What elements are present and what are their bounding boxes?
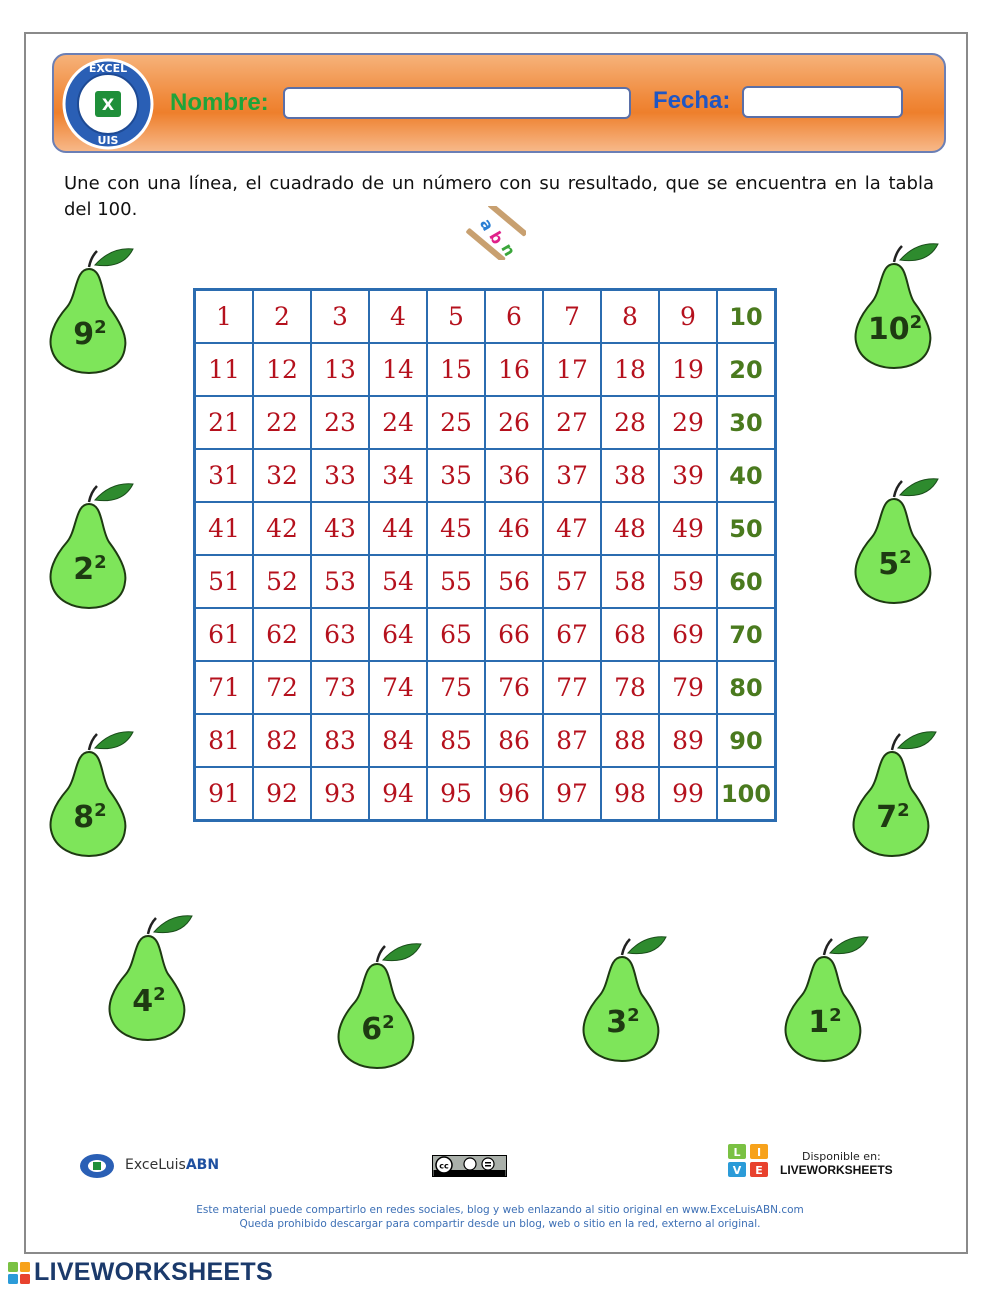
table-cell[interactable]: 99: [659, 767, 717, 821]
pear-base: 8: [73, 800, 95, 835]
table-cell[interactable]: 80: [717, 661, 776, 714]
table-cell[interactable]: 63: [311, 608, 369, 661]
table-cell[interactable]: 4: [369, 290, 427, 344]
table-cell[interactable]: 89: [659, 714, 717, 767]
footer-brand-prefix: ExceLuis: [125, 1157, 186, 1173]
table-cell[interactable]: 77: [543, 661, 601, 714]
table-cell[interactable]: 59: [659, 555, 717, 608]
pear-base: 5: [878, 547, 900, 582]
pear-base: 2: [73, 552, 95, 587]
table-cell[interactable]: 27: [543, 396, 601, 449]
notice-line-1: Este material puede compartirlo en redes sociales, blog y web enlazando al sitio original en www.ExceLuisABN.com: [196, 1204, 804, 1216]
table-cell[interactable]: 31: [195, 449, 254, 502]
table-cell[interactable]: 62: [253, 608, 311, 661]
pear-icon: [850, 475, 940, 605]
table-cell[interactable]: 23: [311, 396, 369, 449]
pear-icon: [780, 933, 870, 1063]
table-cell[interactable]: 76: [485, 661, 543, 714]
table-cell[interactable]: 37: [543, 449, 601, 502]
table-cell[interactable]: 21: [195, 396, 254, 449]
table-cell[interactable]: 44: [369, 502, 427, 555]
pear-card[interactable]: [104, 912, 194, 1042]
table-cell[interactable]: 81: [195, 714, 254, 767]
pear-icon: [104, 912, 194, 1042]
svg-text:cc: cc: [439, 1161, 449, 1171]
table-cell[interactable]: 10: [717, 290, 776, 344]
table-cell[interactable]: 67: [543, 608, 601, 661]
table-row: [195, 449, 776, 502]
pear-base: 10: [867, 312, 910, 347]
table-cell[interactable]: 97: [543, 767, 601, 821]
table-cell[interactable]: 57: [543, 555, 601, 608]
table-cell[interactable]: 98: [601, 767, 659, 821]
table-cell[interactable]: 41: [195, 502, 254, 555]
abn-logo-icon: [466, 206, 526, 260]
pear-exponent: 2: [829, 1005, 842, 1026]
pear-label: [850, 312, 940, 347]
table-cell[interactable]: 47: [543, 502, 601, 555]
pear-card[interactable]: [850, 475, 940, 605]
table-cell[interactable]: 8: [601, 290, 659, 344]
pear-card[interactable]: [578, 933, 668, 1063]
table-cell[interactable]: 50: [717, 502, 776, 555]
liveworksheets-small-logo-icon: [727, 1143, 771, 1179]
table-cell[interactable]: 93: [311, 767, 369, 821]
pear-icon: [45, 480, 135, 610]
pear-label: [45, 317, 135, 352]
table-cell[interactable]: 7: [543, 290, 601, 344]
instruction-text: Une con una línea, el cuadrado de un número con su resultado, que se encuentra en la tabla del 100.: [64, 173, 934, 220]
pear-card[interactable]: [780, 933, 870, 1063]
pear-label: [780, 1005, 870, 1040]
pear-base: 9: [73, 317, 95, 352]
pear-label: [45, 552, 135, 587]
table-cell[interactable]: 78: [601, 661, 659, 714]
table-cell[interactable]: 56: [485, 555, 543, 608]
table-cell[interactable]: 19: [659, 343, 717, 396]
pear-card[interactable]: [45, 245, 135, 375]
table-cell[interactable]: 69: [659, 608, 717, 661]
table-cell[interactable]: 90: [717, 714, 776, 767]
table-cell[interactable]: 24: [369, 396, 427, 449]
table-cell[interactable]: 84: [369, 714, 427, 767]
table-cell[interactable]: 11: [195, 343, 254, 396]
svg-text:L: L: [733, 1146, 741, 1159]
table-cell[interactable]: 74: [369, 661, 427, 714]
table-cell[interactable]: 64: [369, 608, 427, 661]
table-cell[interactable]: 6: [485, 290, 543, 344]
table-cell[interactable]: 45: [427, 502, 485, 555]
table-cell[interactable]: 58: [601, 555, 659, 608]
table-row: [195, 767, 776, 821]
table-cell[interactable]: 79: [659, 661, 717, 714]
creative-commons-badge-icon: [432, 1155, 507, 1177]
table-cell[interactable]: 66: [485, 608, 543, 661]
table-cell[interactable]: 26: [485, 396, 543, 449]
table-cell[interactable]: 25: [427, 396, 485, 449]
footer-brand-suffix: ABN: [185, 1157, 220, 1173]
table-cell[interactable]: 9: [659, 290, 717, 344]
table-cell[interactable]: 70: [717, 608, 776, 661]
table-cell[interactable]: 72: [253, 661, 311, 714]
footer-brand: [125, 1157, 219, 1173]
pear-label: [578, 1005, 668, 1040]
pear-base: 1: [808, 1005, 830, 1040]
table-cell[interactable]: 14: [369, 343, 427, 396]
pear-exponent: 2: [94, 552, 107, 573]
pear-label: [848, 800, 938, 835]
pear-base: 7: [876, 800, 898, 835]
table-cell[interactable]: 83: [311, 714, 369, 767]
svg-text:X: X: [101, 95, 115, 114]
svg-text:EXCEL: EXCEL: [88, 62, 128, 75]
table-cell[interactable]: 3: [311, 290, 369, 344]
pear-card[interactable]: [848, 728, 938, 858]
table-cell[interactable]: 33: [311, 449, 369, 502]
pear-exponent: 2: [897, 800, 910, 821]
table-cell[interactable]: 15: [427, 343, 485, 396]
table-cell[interactable]: 12: [253, 343, 311, 396]
table-cell[interactable]: 40: [717, 449, 776, 502]
copyright-notice: [100, 1203, 900, 1231]
pear-card[interactable]: [333, 940, 423, 1070]
pear-icon: [45, 728, 135, 858]
notice-line-2: Queda prohibido descargar para compartir desde un blog, web o sitio en la red, externo al original.: [239, 1218, 761, 1230]
table-cell[interactable]: 28: [601, 396, 659, 449]
table-row: [195, 502, 776, 555]
pear-exponent: 2: [909, 312, 923, 333]
table-cell[interactable]: 38: [601, 449, 659, 502]
liveworksheets-bottom-icon: [8, 1262, 30, 1284]
table-cell[interactable]: 51: [195, 555, 254, 608]
table-cell[interactable]: 85: [427, 714, 485, 767]
svg-text:UIS: UIS: [97, 134, 119, 147]
table-cell[interactable]: 96: [485, 767, 543, 821]
table-row: [195, 290, 776, 344]
table-row: [195, 714, 776, 767]
table-cell[interactable]: 35: [427, 449, 485, 502]
available-label: Disponible en:: [802, 1150, 881, 1163]
table-cell[interactable]: 22: [253, 396, 311, 449]
table-cell[interactable]: 13: [311, 343, 369, 396]
table-row: [195, 396, 776, 449]
table-cell[interactable]: 32: [253, 449, 311, 502]
table-cell[interactable]: 39: [659, 449, 717, 502]
pear-exponent: 2: [627, 1005, 640, 1026]
table-cell[interactable]: 73: [311, 661, 369, 714]
svg-text:a: a: [476, 215, 498, 235]
pear-exponent: 2: [94, 317, 107, 338]
table-cell[interactable]: 1: [195, 290, 254, 344]
pear-icon: [848, 728, 938, 858]
table-row: [195, 661, 776, 714]
table-cell[interactable]: 18: [601, 343, 659, 396]
pear-icon: [45, 245, 135, 375]
table-cell[interactable]: 36: [485, 449, 543, 502]
fecha-label: Fecha:: [653, 87, 731, 114]
table-cell[interactable]: 20: [717, 343, 776, 396]
table-cell[interactable]: 53: [311, 555, 369, 608]
table-cell[interactable]: 17: [543, 343, 601, 396]
svg-text:E: E: [755, 1164, 763, 1177]
svg-text:V: V: [732, 1164, 742, 1177]
table-cell[interactable]: 55: [427, 555, 485, 608]
table-row: [195, 343, 776, 396]
pear-base: 4: [132, 984, 154, 1019]
svg-text:I: I: [756, 1146, 762, 1159]
svg-text:b: b: [485, 228, 508, 248]
table-cell[interactable]: 86: [485, 714, 543, 767]
table-cell[interactable]: 54: [369, 555, 427, 608]
pear-exponent: 2: [153, 984, 166, 1005]
pear-icon: [850, 240, 940, 370]
table-cell[interactable]: 61: [195, 608, 254, 661]
pear-icon: [333, 940, 423, 1070]
table-cell[interactable]: 16: [485, 343, 543, 396]
table-cell[interactable]: 88: [601, 714, 659, 767]
table-cell[interactable]: 75: [427, 661, 485, 714]
fecha-input[interactable]: [742, 86, 903, 118]
table-cell[interactable]: 60: [717, 555, 776, 608]
table-cell[interactable]: 30: [717, 396, 776, 449]
pear-label: [45, 800, 135, 835]
table-cell[interactable]: 94: [369, 767, 427, 821]
pear-card[interactable]: [45, 480, 135, 610]
liveworksheets-text: LIVEWORKSHEETS: [780, 1163, 893, 1177]
table-cell[interactable]: 48: [601, 502, 659, 555]
nombre-label: Nombre:: [170, 89, 269, 116]
table-cell[interactable]: 34: [369, 449, 427, 502]
table-cell[interactable]: 87: [543, 714, 601, 767]
table-cell[interactable]: 92: [253, 767, 311, 821]
table-cell[interactable]: 95: [427, 767, 485, 821]
pear-label: [104, 984, 194, 1019]
pear-base: 6: [361, 1012, 383, 1047]
pear-exponent: 2: [94, 800, 107, 821]
table-cell[interactable]: 5: [427, 290, 485, 344]
liveworksheets-bottom-text: LIVEWORKSHEETS: [34, 1258, 273, 1286]
table-cell[interactable]: 43: [311, 502, 369, 555]
table-cell[interactable]: 82: [253, 714, 311, 767]
table-cell[interactable]: 29: [659, 396, 717, 449]
table-cell[interactable]: 65: [427, 608, 485, 661]
table-cell[interactable]: 91: [195, 767, 254, 821]
pear-exponent: 2: [382, 1012, 395, 1033]
exceluis-footer-logo-icon: [78, 1152, 116, 1180]
table-row: [195, 608, 776, 661]
pear-label: [850, 547, 940, 582]
table-cell[interactable]: 52: [253, 555, 311, 608]
pear-base: 3: [606, 1005, 628, 1040]
pear-icon: [578, 933, 668, 1063]
table-cell[interactable]: 2: [253, 290, 311, 344]
table-cell[interactable]: 71: [195, 661, 254, 714]
table-cell[interactable]: 46: [485, 502, 543, 555]
table-cell[interactable]: 68: [601, 608, 659, 661]
nombre-input[interactable]: [283, 87, 631, 119]
pear-card[interactable]: [850, 240, 940, 370]
table-row: [195, 555, 776, 608]
hundred-table: [193, 288, 777, 822]
pear-card[interactable]: [45, 728, 135, 858]
svg-text:n: n: [497, 240, 520, 260]
table-cell[interactable]: 100: [717, 767, 776, 821]
pear-exponent: 2: [899, 547, 912, 568]
exceluis-logo-icon: [62, 58, 154, 150]
table-cell[interactable]: 49: [659, 502, 717, 555]
table-cell[interactable]: 42: [253, 502, 311, 555]
pear-label: [333, 1012, 423, 1047]
